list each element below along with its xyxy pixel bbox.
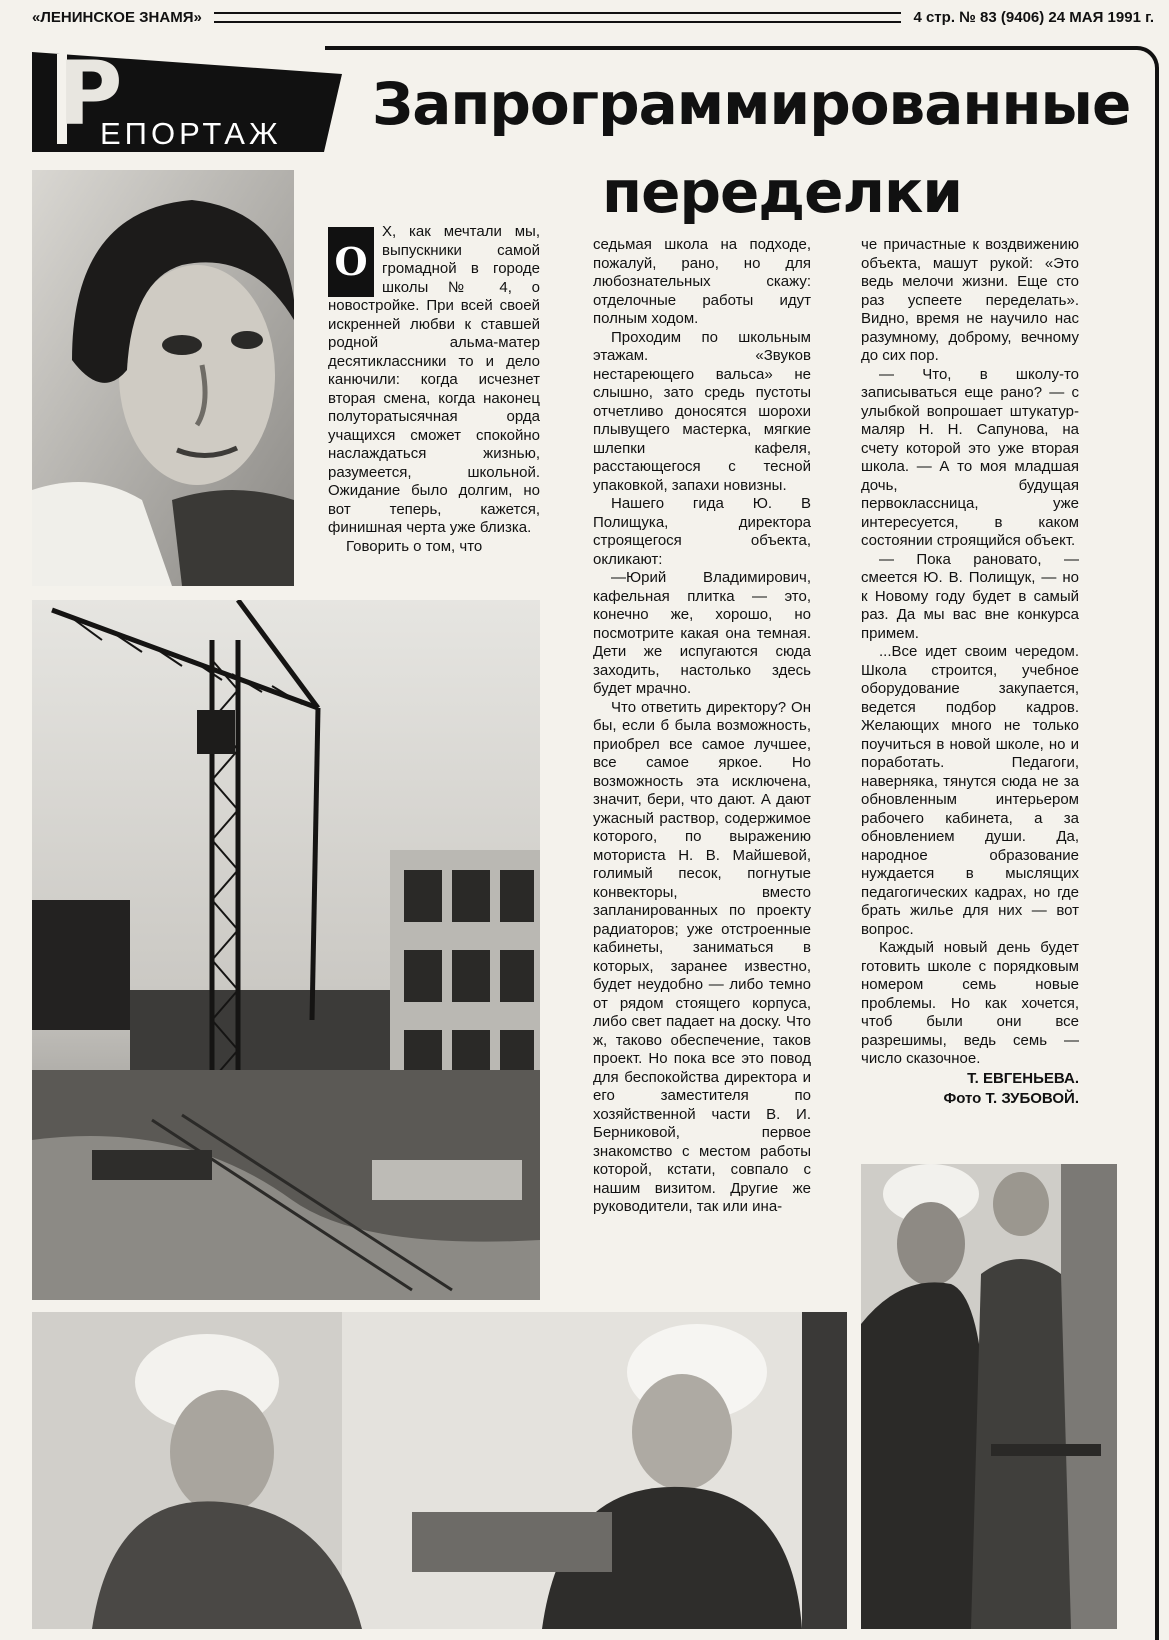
paragraph: ...Все идет своим чередом. Школа строится, учебное оборудование закупается, ведется подбор кадров. Желающих много не только поучиться в новой школе, но и поработать. Педагоги, наверняка, тянутся сюда не за обновленным интерьером рабочего кабинета, а за обновлением души. Да, народное образование нуждается в мыслящих педагогических кадрах, но где брать жилье для них — вот вопрос.: [861, 643, 1079, 938]
article-column-2: [593, 236, 811, 1217]
portrait-photo: [32, 170, 294, 586]
rubric-letter: Р: [58, 52, 123, 145]
headline-line-1: Запрограммированные: [372, 70, 1131, 138]
paragraph: Говорить о том, что: [346, 537, 483, 555]
paragraph: седьмая школа на подходе, пожалуй, рано, но для любознательных скажу: отделочные работы идут полным ходом.: [593, 236, 811, 327]
paragraph: че причастные к воздвижению объекта, машут рукой: «Это ведь мелочи жизни. Еще сто раз успеете переделать». Видно, время не научило нас разумному, доброму, вечному до сих пор.: [861, 236, 1079, 364]
paragraph: Проходим по школьным этажам. «Звуков нестареющего вальса» не слышно, зато средь пустоты отчетливо доносятся шорохи плывущего мастерка, мягкие шлепки кафеля, расстающегося с тесной упаковкой, запахи новизны.: [593, 328, 811, 494]
headline-line-2: переделки: [602, 158, 962, 227]
article-column-3: [861, 236, 1079, 1109]
paragraph: —Юрий Владимирович, кафельная плитка — это, конечно же, хорошо, но посмотрите какая она темная. Дети же испугаются сюда заходить, настолько здесь будет мрачно.: [593, 569, 811, 697]
masthead-rule: [214, 12, 902, 23]
newspaper-name: «ЛЕНИНСКОЕ ЗНАМЯ»: [32, 8, 202, 26]
paragraph: — Что, в школу-то записываться еще рано? — с улыбкой вопрошает штукатур-маляр Н. Н. Сапунова, на счету которой это уже вторая школа. — А то моя младшая дочь, будущая первоклассница, уже интересуется, в каком состоянии строящийся объект.: [861, 365, 1079, 549]
author-signature: Т. ЕВГЕНЬЕВА.: [967, 1069, 1079, 1087]
paragraph: Что ответить директору? Он бы, если б была возможность, приобрел все самое лучшее, все самое яркое. Но возможность эта исключена, значит, бери, что дают. А дают ужасный раствор, содержимое которого, по выражению моториста Н. В. Майшевой, голимый песок, погнутые конвекторы, вместо запланированных по проекту радиаторов; уже отстроенные кабинеты, заниматься в которых, заранее известно, будет неудобно — либо темно от рядом стоящего корпуса, либо свет падает на доску. Что ж, таково обеспечение, таков проект. Но пока все это повод для беспокойства директора и его заместителя по хозяйственной части В. И. Берниковой, первое знакомство с местом работы которой, кстати, совпало с нашим визитом. Другие же руководители, так или ина-: [593, 698, 811, 1215]
photo-credit: Фото Т. ЗУБОВОЙ.: [943, 1089, 1079, 1107]
construction-site-photo: [32, 600, 540, 1300]
headline: [372, 70, 1132, 227]
drop-cap: О: [328, 227, 374, 297]
paragraph: Х, как мечтали мы, выпускники самой громадной в городе школы № 4, о новостройке. При всей своей искренней любви к ставшей родной альма-матер десятиклассники то и дело канючили: когда исчезнет вторая смена, когда наконец полуторатысячная орда учащихся сможет спокойно наслаждаться жизнью, разумеется, школьной. Ожидание было долгим, но вот теперь, кажется, финишная черта уже близка.: [328, 223, 540, 536]
article-column-1: [328, 223, 540, 556]
rubric-label: ЕПОРТАЖ: [100, 116, 282, 151]
painters-photo: [861, 1164, 1117, 1629]
workers-photo: [32, 1312, 847, 1629]
masthead: [32, 6, 1154, 28]
paragraph: Нашего гида Ю. В Полищука, директора строящегося объекта, окликают:: [593, 495, 811, 568]
issue-info: 4 стр. № 83 (9406) 24 МАЯ 1991 г.: [913, 8, 1154, 26]
paragraph: Каждый новый день будет готовить школе с порядковым номером семь новые проблемы. Но как хочется, чтоб были они все разрешимы, ведь семь — число сказочное.: [861, 939, 1079, 1067]
rubric-reportage: [32, 52, 362, 152]
paragraph: — Пока рановато, — смеется Ю. В. Полищук, — но к Новому году будет в самый раз. Да мы вас вне конкурса примем.: [861, 550, 1079, 642]
